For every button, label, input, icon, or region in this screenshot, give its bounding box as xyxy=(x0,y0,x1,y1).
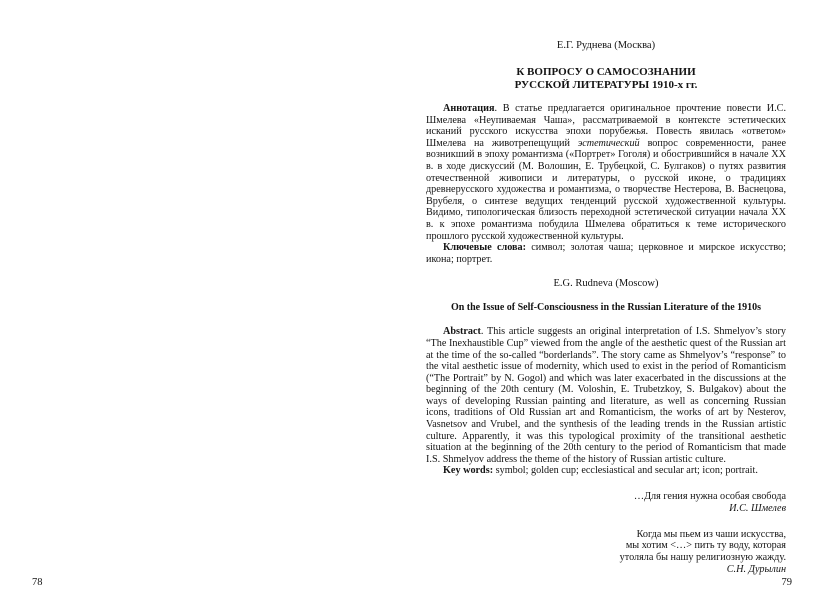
article-title-ru xyxy=(426,66,786,92)
abstract-ru-text-1: . В статье предлагается оригинальное прочтение повести И.С. Шмелева «Неупиваемая Чаша», рассматриваемой в контексте эстетических исканий русского искусства эпохи порубежья. Повесть явилась «ответом» Шмелева на животрепещущий xyxy=(426,103,786,149)
epigraph-durylin xyxy=(426,529,786,576)
article-title-ru-line1: К ВОПРОСУ О САМОСОЗНАНИИ xyxy=(516,66,696,78)
keywords-ru-label: Ключевые слова: xyxy=(443,242,527,254)
article-title-en: On the Issue of Self-Consciousness in the Russian Literature of the 1910s xyxy=(450,302,762,314)
epigraph-durylin-line-2: мы хотим <…> пить ту воду, которая xyxy=(625,540,786,552)
keywords-ru xyxy=(426,242,786,265)
author-ru: Е.Г. Руднева (Москва) xyxy=(556,40,656,51)
keywords-en-label: Key words: xyxy=(443,465,494,477)
abstract-en-text: . This article suggests an original interpretation of I.S. Shmelyov’s story “The Inexhaustible Cup” viewed from the angle of the aesthetic quest of the Russian art at the time of the so-called “borderlands”. The story came as Shmelyov’s “response” to the vital aesthetic issue of modernity, which used to exist in the period of Romanticism (“The Portrait” by N. Gogol) and which was later exacerbated in the discussions at the beginning of the 20th century (M. Voloshin, E. Trubetzkoy, S. Bulgakov) about the ways of developing Russian painting and literature, as well as concerning Russian icons, traditions of Old Russian art and Romanticism, the works of art by Nesterov, Vasnetsov and Vrubel, and the synthesis of the leading trends in the Russian artistic culture. Apparently, it was this typological proximity of the transitional aesthetic situation at the beginning of the 20th century to the period of Romanticism that made I.S. Shmelyov address the theme of the history of Russian artistic culture. xyxy=(426,326,786,465)
epigraph-durylin-line-3: утоляла бы нашу религиозную жажду. xyxy=(619,552,786,564)
epigraph-shmelev xyxy=(426,491,786,515)
page-number-left: 78 xyxy=(32,577,43,588)
abstract-ru-italic-word: эстетический xyxy=(577,137,640,149)
page-number-right: 79 xyxy=(781,577,792,588)
keywords-ru-text: символ; золотая чаша; церковное и мирское искусство; икона; портрет. xyxy=(426,242,786,265)
article-column xyxy=(426,40,786,576)
keywords-en-text: symbol; golden cup; ecclesiastical and secular art; icon; portrait. xyxy=(493,465,758,477)
epigraph-shmelev-attribution: И.С. Шмелев xyxy=(729,502,786,514)
abstract-ru-text-2: вопрос современности, ранее возникший в эпоху романтизма («Портрет» Гоголя) и обострившийся в начале XX в. в ходе дискуссий (М. Волошин, Е. Трубецкой, С. Булгаков) о путях развития отечественной живописи и литературы, о русской иконе, о традициях древнерусского художества и романтизма, о творчестве Нестерова, В. Васнецова, Врубеля, о синтезе ведущих тенденций русской художественной культуры. Видимо, типологическая близость переходной эстетической ситуации начала XX в. к эпохе романтизма побудила Шмелева обратиться к теме исторического прошлого русской художественной культуры. xyxy=(426,137,786,242)
keywords-en xyxy=(426,465,786,477)
abstract-en-label: Abstract xyxy=(443,326,481,338)
epigraph-durylin-line-1: Когда мы пьем из чаши искусства, xyxy=(636,528,786,540)
abstract-ru xyxy=(426,103,786,242)
abstract-ru-label: Аннотация xyxy=(443,103,495,114)
epigraph-shmelev-line: …Для гения нужна особая свобода xyxy=(633,491,786,503)
abstract-en xyxy=(426,326,786,465)
author-en: E.G. Rudneva (Moscow) xyxy=(553,278,659,290)
article-title-ru-line2: РУССКОЙ ЛИТЕРАТУРЫ 1910-х гг. xyxy=(514,79,698,91)
epigraph-durylin-attribution: С.Н. Дурылин xyxy=(726,564,786,576)
